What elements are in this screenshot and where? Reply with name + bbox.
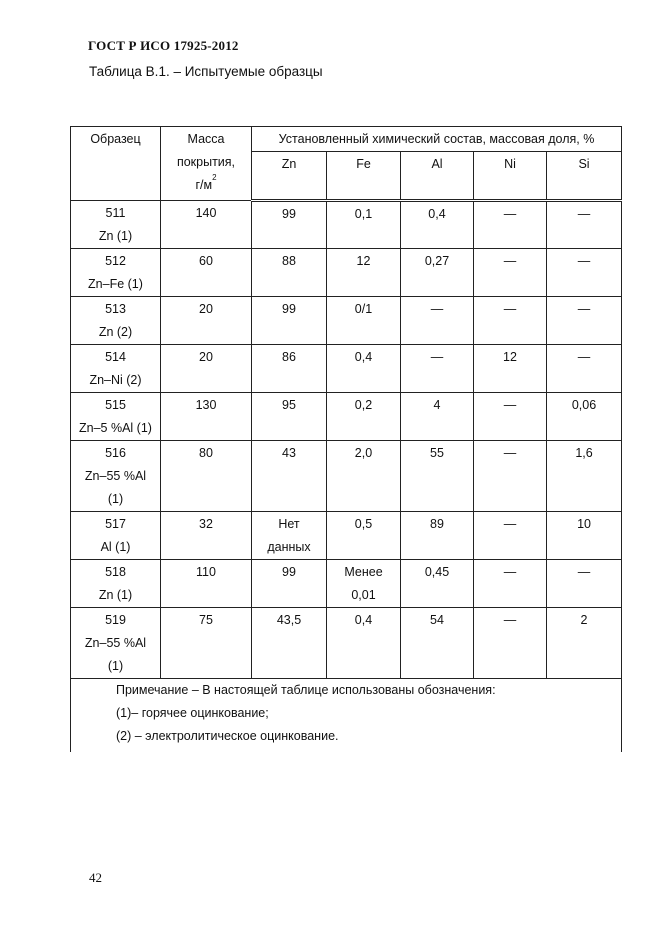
zn-cell: 43,5 [252,608,327,679]
al-cell: 4 [401,393,474,441]
ni-cell: — [474,560,547,608]
fe-cell: 2,0 [327,441,401,512]
sample-id: 514 [105,350,126,364]
table-row [71,512,622,560]
table-row [71,560,622,608]
fe-cell: 0,2 [327,393,401,441]
ni-cell: — [474,249,547,297]
sample-id: 515 [105,398,126,412]
header-ni: Ni [474,152,547,201]
header-fe: Fe [327,152,401,201]
table-row [71,345,622,393]
si-cell: — [547,345,622,393]
si-cell: — [547,249,622,297]
al-cell: 0,27 [401,249,474,297]
fe-cell: 12 [327,249,401,297]
header-zn: Zn [252,152,327,201]
table-row [71,297,622,345]
al-cell: 0,4 [401,201,474,249]
ni-cell: — [474,393,547,441]
sample-id: 518 [105,565,126,579]
sample-id: 512 [105,254,126,268]
sample-id: 519 [105,613,126,627]
table-row [71,249,622,297]
zn-cell: 88 [252,249,327,297]
sample-id: 511 [105,206,126,220]
table-row [71,441,622,512]
mass-cell: 110 [161,560,252,608]
ni-cell: 12 [474,345,547,393]
al-cell: 54 [401,608,474,679]
sample-name: (1) [107,492,124,506]
sample-cell [71,608,161,679]
fe-cell: Менее 0,01 [327,560,401,608]
mass-cell: 140 [161,201,252,249]
note-title: Примечание – В настоящей таблице использованы обозначения: [116,683,496,697]
fe-cell: 0,4 [327,608,401,679]
ni-cell: — [474,512,547,560]
sample-cell [71,249,161,297]
sample-id: 513 [105,302,126,316]
header-composition-label: Установленный химический состав, массовая доля, % [278,132,595,146]
sample-name: Zn (2) [98,325,133,339]
zn-cell: 99 [252,560,327,608]
zn-cell: 86 [252,345,327,393]
mass-cell: 20 [161,345,252,393]
sample-cell [71,201,161,249]
fe-cell: 0,1 [327,201,401,249]
sample-cell [71,297,161,345]
header-mass-unit: $г/м^2$ [195,173,217,192]
page-number: 42 [89,870,102,885]
sample-name: Zn–5 %Al (1) [79,421,152,435]
fe-cell: 0,4 [327,345,401,393]
sample-cell [71,393,161,441]
mass-cell: 80 [161,441,252,512]
mass-cell: 130 [161,393,252,441]
mass-cell: 32 [161,512,252,560]
al-cell: 89 [401,512,474,560]
header-row-top [71,127,622,152]
sample-id: 516 [105,446,126,460]
sample-name: Zn–Ni (2) [89,373,142,387]
ni-cell: — [474,608,547,679]
note-line: (2) – электролитическое оцинкование. [116,729,339,743]
si-cell: 1,6 [547,441,622,512]
sample-name: Zn (1) [98,229,133,243]
sample-name: Zn (1) [98,588,133,602]
zn-cell: 99 [252,201,327,249]
sample-name: Zn–55 %Al [84,636,147,650]
header-composition [252,127,622,152]
fe-cell: 0/1 [327,297,401,345]
ni-cell: — [474,201,547,249]
table-row [71,608,622,679]
al-cell: — [401,345,474,393]
note-line: (1)– горячее оцинкование; [116,706,269,720]
header-sample [71,127,161,201]
sample-cell [71,441,161,512]
note-row [71,679,622,753]
sample-id: 517 [105,517,126,531]
table-caption: Таблица В.1. – Испытуемые образцы [89,64,323,79]
zn-cell: 99 [252,297,327,345]
table-row [71,201,622,249]
table-note [71,679,622,753]
sample-name: Zn–55 %Al [84,469,147,483]
header-mass-line2: покрытия, [176,155,236,169]
sample-cell [71,560,161,608]
samples-table [70,126,622,752]
al-cell: 55 [401,441,474,512]
si-cell: — [547,201,622,249]
sample-name: (1) [107,659,124,673]
mass-cell: 20 [161,297,252,345]
fe-cell: 0,5 [327,512,401,560]
header-si: Si [547,152,622,201]
al-cell: — [401,297,474,345]
si-cell: — [547,297,622,345]
mass-cell: 60 [161,249,252,297]
header-al: Al [401,152,474,201]
si-cell: — [547,560,622,608]
header-mass-line1: Масса [187,132,225,146]
zn-cell: 43 [252,441,327,512]
sample-name: Zn–Fe (1) [88,277,143,291]
sample-cell [71,345,161,393]
al-cell: 0,45 [401,560,474,608]
document-header: ГОСТ Р ИСО 17925-2012 [88,38,239,53]
sample-name: Al (1) [100,540,131,554]
zn-cell: Нет данных [252,512,327,560]
header-sample-label: Образец [90,132,141,146]
sample-cell [71,512,161,560]
mass-cell: 75 [161,608,252,679]
ni-cell: — [474,441,547,512]
zn-cell: 95 [252,393,327,441]
si-cell: 10 [547,512,622,560]
si-cell: 2 [547,608,622,679]
ni-cell: — [474,297,547,345]
si-cell: 0,06 [547,393,622,441]
table-row [71,393,622,441]
header-mass [161,127,252,201]
